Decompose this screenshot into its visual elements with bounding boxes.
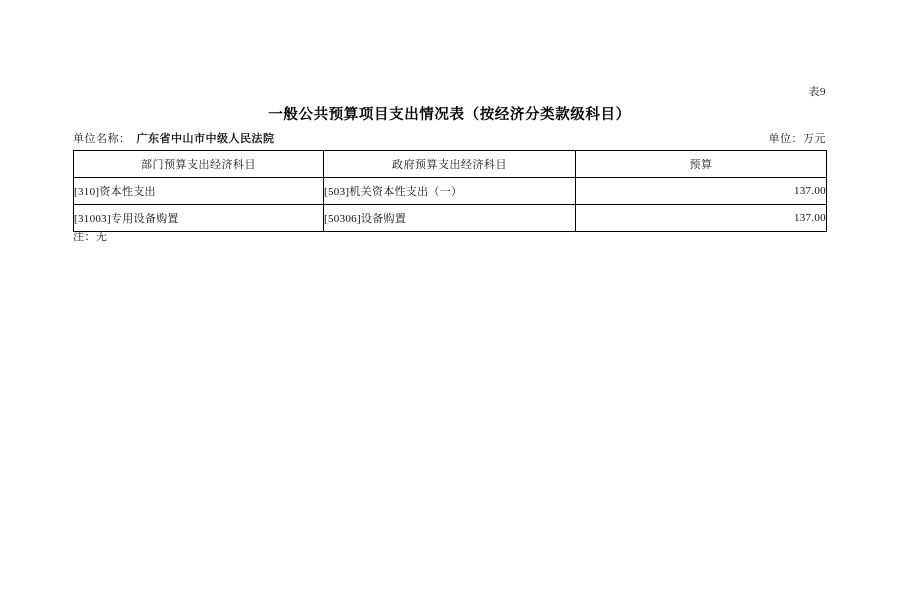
unit-name-value: 广东省中山市中级人民法院 — [136, 133, 275, 145]
table-row — [74, 178, 827, 205]
column-header-gov-subject: 政府预算支出经济科目 — [324, 151, 576, 178]
sheet-number: 表9 — [808, 86, 826, 98]
page-title: 一般公共预算项目支出情况表（按经济分类款级科目） — [268, 107, 631, 123]
column-header-budget: 预算 — [576, 151, 827, 178]
meta-row — [73, 130, 826, 146]
cell-dept-subject: [31003]专用设备购置 — [74, 205, 324, 232]
footer-note: 注：无 — [73, 231, 108, 243]
budget-table — [73, 150, 827, 232]
amount-unit-label: 单位：万元 — [768, 133, 826, 145]
cell-dept-subject: [310]资本性支出 — [74, 178, 324, 205]
unit-name-label: 单位名称： — [73, 133, 131, 145]
cell-budget: 137.00 — [576, 205, 827, 232]
unit-name — [73, 130, 275, 146]
cell-gov-subject: [50306]设备购置 — [324, 205, 576, 232]
table-header-row — [74, 151, 827, 178]
table-row — [74, 205, 827, 232]
cell-budget: 137.00 — [576, 178, 827, 205]
cell-gov-subject: [503]机关资本性支出（一） — [324, 178, 576, 205]
column-header-dept-subject: 部门预算支出经济科目 — [74, 151, 324, 178]
